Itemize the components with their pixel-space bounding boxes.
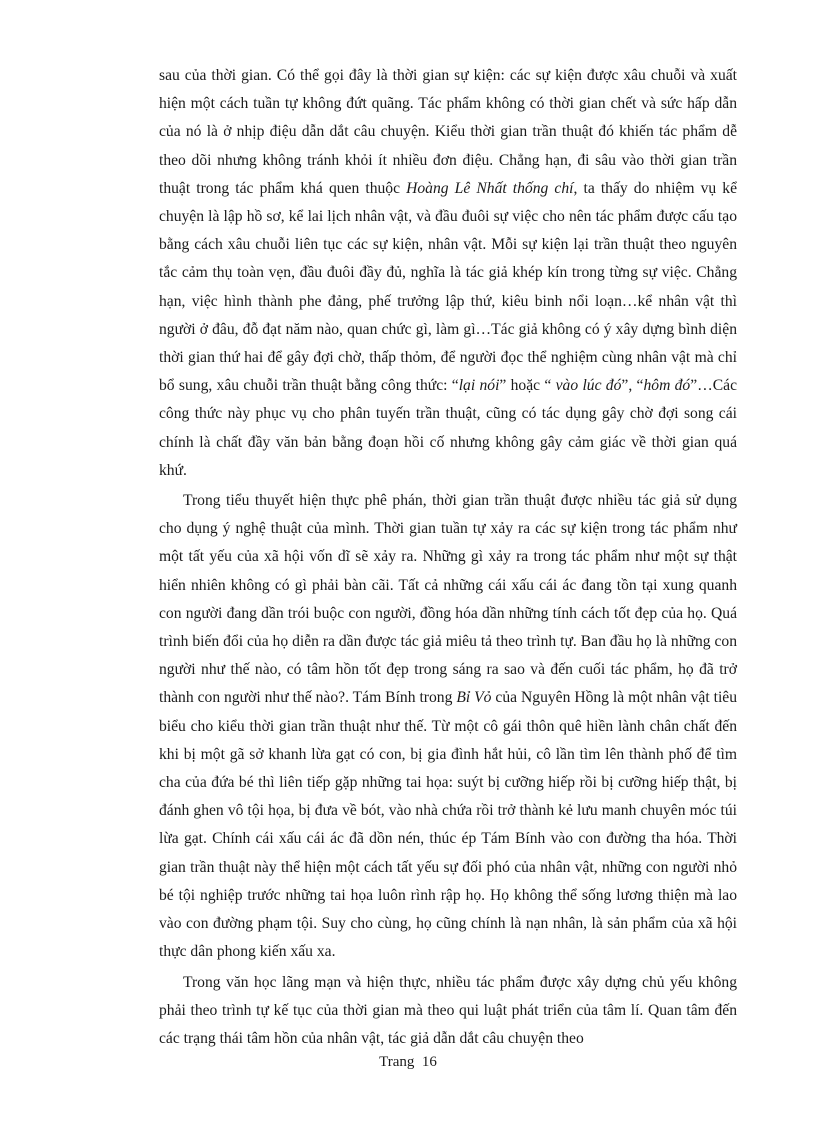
text-run: ”, “ [621, 377, 644, 395]
italic-text-run: lại nói [458, 377, 500, 395]
italic-text-run: Hoàng Lê Nhất thống chí [406, 179, 574, 197]
document-body [159, 62, 737, 1053]
body-paragraph [159, 62, 737, 485]
italic-text-run: Bỉ Vỏ [456, 689, 492, 707]
text-run: ” hoặc “ [499, 377, 556, 395]
page-footer [0, 1054, 816, 1071]
text-run: ”…Các công thức này phục vụ cho phân tuyến trần thuật, cũng có tác dụng gây chờ đợi song cái chính là chất đầy văn bản bằng đoạn hồi cố nhưng không gây cảm giác về thời gian quá khứ. [159, 377, 737, 479]
italic-text-run: hôm đó [643, 377, 691, 395]
page-number: 16 [421, 1054, 437, 1070]
body-paragraph [159, 969, 737, 1054]
text-run: Trong văn học lãng mạn và hiện thực, nhiều tác phẩm được xây dựng chủ yếu không phải theo trình tự kế tục của thời gian mà theo qui luật phát triển của tâm lí. Quan tâm đến các trạng thái tâm hồn của nhân vật, tác giả dẫn dắt câu chuyện theo [159, 973, 737, 1047]
text-run: , ta thấy do nhiệm vụ kể chuyện là lập hồ sơ, kể lai lịch nhân vật, và đầu đuôi sự việc cho nên tác phẩm được cấu tạo bằng cách xâu chuỗi liên tục các sự kiện, nhân vật. Mỗi sự kiện lại trần thuật theo nguyên tắc cảm thụ toàn vẹn, đầu đuôi đầy đủ, nghĩa là tác giả khép kín trong từng sự việc. Chẳng hạn, việc hình thành phe đảng, phế trưởng lập thứ, kiêu binh nổi loạn…kể nhân vật thì người ở đâu, đỗ đạt năm nào, quan chức gì, làm gì…Tác giả không có ý xây dựng bình diện thời gian thứ hai để gây đợi chờ, thấp thỏm, để người đọc thể nghiệm cùng nhân vật mà chỉ bổ sung, xâu chuỗi trần thuật bằng công thức: “ [159, 179, 737, 395]
page-label: Trang [379, 1054, 415, 1070]
body-paragraph [159, 487, 737, 966]
italic-text-run: vào lúc đó [555, 377, 622, 395]
text-run: của Nguyên Hồng là một nhân vật tiêu biểu cho kiểu thời gian trần thuật như thế. Từ một cô gái thôn quê hiền lành chân chất đến khi bị một gã sở khanh lừa gạt có con, bị gia đình hắt hủi, cô lần tìm lên thành phố để tìm cha của đứa bé thì liên tiếp gặp những tai họa: suýt bị cưỡng hiếp rồi bị cưỡng hiếp thật, bị đánh ghen vô tội họa, bị đưa về bót, vào nhà chứa rồi trở thành kẻ lưu manh chuyên móc túi lừa gạt. Chính cái xấu cái ác đã dồn nén, thúc ép Tám Bính vào con đường tha hóa. Thời gian trần thuật này thể hiện một cách tất yếu sự đối phó của nhân vật, những con người nhỏ bé tội nghiệp trước những tai họa luôn rình rập họ. Họ không thể sống lương thiện mà lao vào con đường phạm tội. Suy cho cùng, họ cũng chính là nạn nhân, là sản phẩm của xã hội thực dân phong kiến xấu xa. [159, 689, 737, 961]
text-run: sau của thời gian. Có thể gọi đây là thời gian sự kiện: các sự kiện được xâu chuỗi và xuất hiện một cách tuần tự không đứt quãng. Tác phẩm không có thời gian chết và sức hấp dẫn của nó là ở nhịp điệu dẫn dắt câu chuyện. Kiểu thời gian trần thuật đó khiến tác phẩm dễ theo dõi nhưng không tránh khỏi ít nhiều đơn điệu. Chẳng hạn, đi sâu vào thời gian trần thuật trong tác phẩm khá quen thuộc [159, 67, 737, 197]
text-run: Trong tiểu thuyết hiện thực phê phán, thời gian trần thuật được nhiều tác giả sử dụng cho dụng ý nghệ thuật của mình. Thời gian tuần tự xảy ra các sự kiện trong tác phẩm như một tất yếu của xã hội vốn dĩ sẽ xảy ra. Những gì xảy ra trong tác phẩm như một sự thật hiển nhiên không có gì phải bàn cãi. Tất cả những cái xấu cái ác đang tồn tại xung quanh con người đang dần trói buộc con người, đồng hóa dần những tính cách tốt đẹp của họ. Quá trình biến đổi của họ diễn ra dần được tác giả miêu tả theo trình tự. Ban đầu họ là những con người như thế nào, có tâm hồn tốt đẹp trong sáng ra sao và đến cuối tác phẩm, họ đã trở thành con người như thế nào?. Tám Bính trong [159, 492, 737, 707]
